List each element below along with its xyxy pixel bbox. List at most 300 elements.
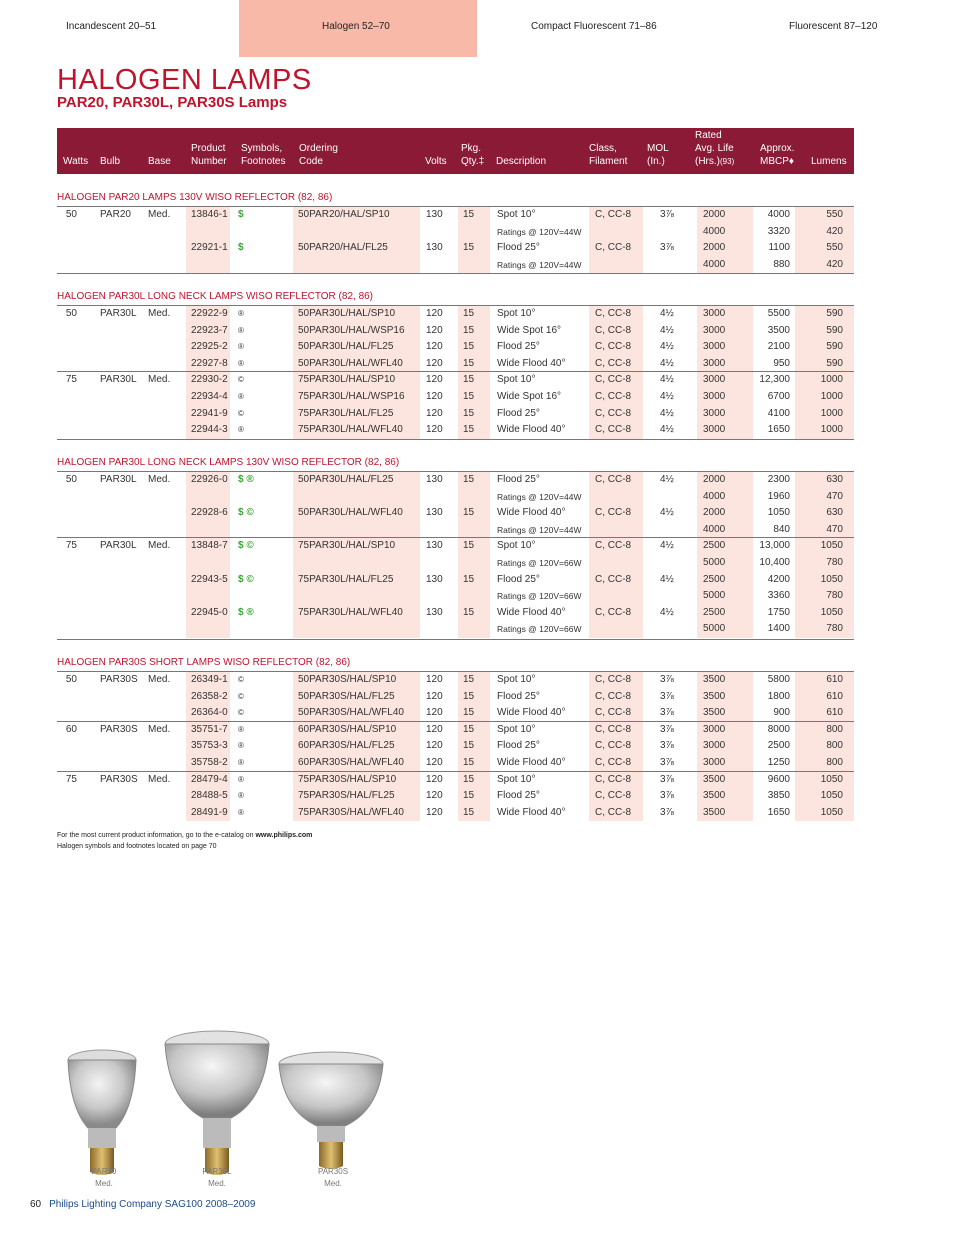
- cell-lumens: 590: [826, 308, 843, 319]
- col-description: Description: [496, 156, 547, 167]
- col-mbcp: Approx. MBCP♦: [760, 143, 795, 167]
- cell-desc: Spot 10°: [497, 540, 536, 552]
- cell-volts: 130: [426, 242, 443, 254]
- cell-lumens: 610: [826, 674, 843, 685]
- cell-lumens: 1050: [820, 790, 843, 802]
- cell-desc: Flood 25°: [497, 573, 540, 585]
- cell-desc: Ratings @ 120V=66W: [497, 591, 582, 602]
- cell-code: 50PAR30L/HAL/FL25: [298, 474, 394, 485]
- cell-class: C, CC-8: [595, 773, 632, 785]
- cell-sym: ®: [238, 309, 244, 318]
- cell-life: 2000: [703, 507, 726, 519]
- cell-desc: Ratings @ 120V=44W: [497, 259, 582, 270]
- cell-volts: 130: [426, 540, 443, 552]
- cell-code: 50PAR30S/HAL/FL25: [298, 690, 395, 702]
- cell-desc: Flood 25°: [497, 341, 540, 353]
- cell-mol: 3⅞: [660, 690, 674, 702]
- cell-life: 3500: [703, 790, 726, 802]
- cell-mol: 3⅞: [660, 757, 674, 768]
- tab-fluorescent[interactable]: Fluorescent 87–120: [789, 21, 878, 32]
- cell-mol: 4½: [660, 374, 674, 386]
- cell-watts: 60: [65, 723, 77, 735]
- cell-lumens: 630: [826, 507, 843, 519]
- cell-mol: 3⅞: [660, 707, 674, 719]
- cell-volts: 120: [426, 773, 443, 785]
- cell-pkg: 15: [463, 707, 475, 719]
- cell-pkg: 15: [463, 674, 475, 685]
- table-header: [57, 128, 854, 174]
- cell-desc: Spot 10°: [497, 209, 536, 220]
- par20-caption: PAR20 Med.: [91, 1167, 117, 1188]
- cell-class: C, CC-8: [595, 374, 632, 386]
- cell-class: C, CC-8: [595, 209, 632, 220]
- cell-watts: 75: [65, 773, 77, 785]
- page-footer: [30, 1199, 255, 1210]
- cell-sym: $: [238, 209, 244, 220]
- cell-sym: ©: [238, 691, 244, 701]
- col-watts: Watts: [63, 156, 89, 167]
- cell-product: 22926-0: [191, 474, 228, 485]
- cell-desc: Spot 10°: [497, 723, 536, 735]
- cell-pkg: 15: [463, 740, 475, 752]
- cell-life: 2000: [703, 474, 726, 485]
- cell-base: Med.: [148, 374, 171, 386]
- cell-desc: Ratings @ 120V=66W: [497, 624, 582, 635]
- cell-code: 75PAR30L/HAL/WSP16: [298, 391, 405, 402]
- cell-lumens: 780: [826, 623, 843, 635]
- cell-pkg: 15: [463, 690, 475, 702]
- catalog-link[interactable]: www.philips.com: [255, 832, 313, 839]
- cell-base: Med.: [148, 209, 171, 220]
- section-title: HALOGEN PAR20 LAMPS 130V WISO REFLECTOR (82, 86): [57, 192, 333, 203]
- cell-life: 3000: [703, 341, 726, 353]
- cell-desc: Flood 25°: [497, 474, 540, 485]
- col-bulb: Bulb: [100, 156, 121, 167]
- cell-mbcp: 6700: [767, 391, 790, 402]
- cell-sym: $ ©: [238, 507, 254, 519]
- cell-life: 2500: [703, 606, 726, 618]
- cell-product: 13846-1: [191, 209, 228, 220]
- cell-pkg: 15: [463, 341, 475, 353]
- cell-base: Med.: [148, 308, 171, 319]
- cell-mol: 4½: [660, 341, 674, 353]
- cell-pkg: 15: [463, 474, 475, 485]
- cell-sym: ®: [238, 358, 244, 368]
- cell-class: C, CC-8: [595, 391, 632, 402]
- cell-code: 60PAR30S/HAL/WFL40: [298, 757, 404, 768]
- cell-code: 50PAR30S/HAL/SP10: [298, 674, 397, 685]
- cell-volts: 120: [426, 424, 443, 436]
- cell-sym: ®: [238, 392, 244, 401]
- cell-lumens: 800: [826, 723, 843, 735]
- cell-life: 5000: [703, 623, 726, 635]
- cell-code: 50PAR20/HAL/FL25: [298, 242, 388, 254]
- cell-product: 28488-5: [191, 790, 228, 802]
- cell-volts: 120: [426, 740, 443, 752]
- cell-bulb: PAR30L: [100, 474, 137, 485]
- cell-volts: 120: [426, 341, 443, 353]
- cell-life: 3000: [703, 757, 726, 768]
- section-title: HALOGEN PAR30L LONG NECK LAMPS WISO REFLECTOR (82, 86): [57, 291, 374, 302]
- tab-halogen[interactable]: Halogen 52–70: [239, 0, 477, 57]
- cell-desc: Ratings @ 120V=66W: [497, 558, 582, 568]
- col-volts: Volts: [425, 156, 447, 167]
- cell-product: 26358-2: [191, 690, 228, 702]
- cell-life: 3000: [703, 407, 726, 419]
- cell-life: 3500: [703, 690, 726, 702]
- cell-volts: 120: [426, 324, 443, 336]
- cell-product: 26364-0: [191, 707, 228, 719]
- cell-pkg: 15: [463, 606, 475, 618]
- cell-lumens: 1050: [820, 773, 843, 785]
- cell-pkg: 15: [463, 209, 475, 220]
- cell-sym: ®: [238, 741, 244, 751]
- cell-product: 22941-9: [191, 407, 228, 419]
- cell-class: C, CC-8: [595, 474, 632, 485]
- cell-desc: Spot 10°: [497, 308, 536, 319]
- group-rule: [57, 371, 854, 372]
- cell-class: C, CC-8: [595, 308, 632, 319]
- cell-bulb: PAR30S: [100, 674, 138, 685]
- cell-life: 3500: [703, 773, 726, 785]
- cell-bulb: PAR30S: [100, 773, 138, 785]
- cell-pkg: 15: [463, 723, 475, 735]
- cell-desc: Flood 25°: [497, 790, 540, 802]
- page-number: 60: [30, 1199, 42, 1210]
- cell-product: 28479-4: [191, 773, 228, 785]
- cell-pkg: 15: [463, 507, 475, 519]
- cell-pkg: 15: [463, 424, 475, 436]
- section-title: HALOGEN PAR30L LONG NECK LAMPS 130V WISO REFLECTOR (82, 86): [57, 457, 400, 468]
- cell-class: C, CC-8: [595, 757, 632, 768]
- cell-lumens: 630: [826, 474, 843, 485]
- cell-mbcp: 1960: [767, 490, 790, 502]
- cell-product: 22928-6: [191, 507, 228, 519]
- cell-pkg: 15: [463, 357, 475, 369]
- cell-base: Med.: [148, 674, 171, 685]
- cell-desc: Wide Flood 40°: [497, 806, 566, 818]
- col-ordering-code: Ordering Code: [299, 143, 338, 167]
- cell-pkg: 15: [463, 324, 475, 336]
- cell-life: 3000: [703, 357, 726, 369]
- cell-sym: $: [238, 242, 244, 254]
- cell-volts: 120: [426, 707, 443, 719]
- cell-product: 22927-8: [191, 357, 228, 369]
- cell-mol: 4½: [660, 606, 674, 618]
- cell-desc: Ratings @ 120V=44W: [497, 524, 582, 535]
- cell-lumens: 550: [826, 209, 843, 220]
- cell-code: 75PAR30L/HAL/FL25: [298, 573, 394, 585]
- cell-mbcp: 12,300: [759, 374, 790, 386]
- cell-desc: Wide Flood 40°: [497, 606, 566, 618]
- cell-desc: Ratings @ 120V=44W: [497, 226, 582, 237]
- col-pkg-qty: Pkg. Qty.‡: [461, 143, 485, 167]
- cell-class: C, CC-8: [595, 740, 632, 752]
- cell-lumens: 1000: [820, 374, 843, 386]
- cell-sym: ®: [238, 791, 244, 801]
- cell-class: C, CC-8: [595, 806, 632, 818]
- cell-desc: Wide Flood 40°: [497, 357, 566, 369]
- cell-sym: $ ®: [238, 606, 254, 618]
- page-title: HALOGEN LAMPS: [57, 64, 312, 96]
- cell-lumens: 470: [826, 490, 843, 502]
- cell-volts: 120: [426, 790, 443, 802]
- cell-bulb: PAR20: [100, 209, 131, 220]
- cell-pkg: 15: [463, 773, 475, 785]
- cell-mol: 4½: [660, 424, 674, 436]
- cell-product: 13848-7: [191, 540, 228, 552]
- cell-life: 3000: [703, 308, 726, 319]
- cell-code: 60PAR30S/HAL/SP10: [298, 723, 397, 735]
- cell-sym: $ ©: [238, 540, 254, 552]
- cell-life: 2500: [703, 573, 726, 585]
- cell-life: 5000: [703, 557, 726, 568]
- cell-pkg: 15: [463, 407, 475, 419]
- cell-life: 5000: [703, 590, 726, 602]
- col-base: Base: [148, 156, 171, 167]
- cell-code: 75PAR30L/HAL/FL25: [298, 407, 394, 419]
- cell-class: C, CC-8: [595, 324, 632, 336]
- cell-pkg: 15: [463, 308, 475, 319]
- cell-mol: 4½: [660, 573, 674, 585]
- cell-desc: Spot 10°: [497, 773, 536, 785]
- cell-sym: ®: [238, 807, 244, 817]
- cell-code: 50PAR30L/HAL/WFL40: [298, 507, 403, 519]
- cell-mbcp: 2300: [767, 474, 790, 485]
- cell-life: 3000: [703, 324, 726, 336]
- cell-class: C, CC-8: [595, 507, 632, 519]
- cell-watts: 50: [65, 674, 77, 685]
- cell-mol: 3⅞: [660, 209, 674, 220]
- cell-sym: ®: [238, 724, 244, 734]
- cell-life: 3000: [703, 374, 726, 386]
- cell-lumens: 550: [826, 242, 843, 254]
- cell-desc: Wide Spot 16°: [497, 324, 562, 336]
- cell-lumens: 420: [826, 225, 843, 237]
- cell-base: Med.: [148, 773, 171, 785]
- cell-code: 50PAR30L/HAL/FL25: [298, 341, 394, 353]
- cell-mbcp: 1650: [767, 806, 790, 818]
- col-symbols: Symbols, Footnotes: [241, 143, 286, 167]
- cell-mbcp: 4000: [767, 209, 790, 220]
- cell-life: 3500: [703, 806, 726, 818]
- tab-incandescent[interactable]: Incandescent 20–51: [66, 21, 157, 32]
- cell-class: C, CC-8: [595, 573, 632, 585]
- cell-mbcp: 900: [773, 707, 790, 719]
- cell-mol: 4½: [660, 507, 674, 519]
- cell-bulb: PAR30L: [100, 540, 137, 552]
- tab-compact-fluorescent[interactable]: Compact Fluorescent 71–86: [531, 21, 657, 32]
- cell-product: 22922-9: [191, 308, 228, 319]
- cell-bulb: PAR30S: [100, 723, 138, 735]
- col-product: Product Number: [191, 143, 227, 167]
- cell-life: 3000: [703, 391, 726, 402]
- cell-mbcp: 840: [773, 523, 790, 535]
- cell-product: 22925-2: [191, 341, 228, 353]
- cell-volts: 130: [426, 507, 443, 519]
- cell-code: 50PAR30L/HAL/WFL40: [298, 357, 403, 369]
- cell-lumens: 590: [826, 341, 843, 353]
- cell-mol: 3⅞: [660, 790, 674, 802]
- cell-mbcp: 950: [773, 357, 790, 369]
- cell-watts: 50: [65, 474, 77, 485]
- cell-lumens: 800: [826, 757, 843, 768]
- cell-product: 35751-7: [191, 723, 228, 735]
- cell-mol: 3⅞: [660, 242, 674, 254]
- cell-lumens: 780: [826, 590, 843, 602]
- cell-desc: Flood 25°: [497, 407, 540, 419]
- par30s-lamp-image: [275, 1050, 387, 1178]
- cell-mol: 3⅞: [660, 773, 674, 785]
- cell-lumens: 470: [826, 523, 843, 535]
- cell-mol: 4½: [660, 324, 674, 336]
- company-name: Philips Lighting Company SAG100 2008–2009: [49, 1199, 256, 1210]
- cell-desc: Flood 25°: [497, 242, 540, 254]
- cell-watts: 75: [65, 374, 77, 386]
- cell-desc: Wide Flood 40°: [497, 707, 566, 719]
- group-rule: [57, 537, 854, 538]
- cell-class: C, CC-8: [595, 707, 632, 719]
- cell-volts: 130: [426, 474, 443, 485]
- cell-life: 3000: [703, 424, 726, 436]
- cell-sym: ®: [238, 774, 244, 784]
- cell-lumens: 1050: [820, 806, 843, 818]
- cell-mbcp: 1100: [768, 242, 790, 254]
- cell-desc: Spot 10°: [497, 674, 536, 685]
- cell-desc: Wide Flood 40°: [497, 507, 566, 519]
- cell-mbcp: 1250: [767, 757, 790, 768]
- cell-mbcp: 5500: [767, 308, 790, 319]
- par30l-lamp-image: [163, 1030, 271, 1178]
- cell-volts: 120: [426, 757, 443, 768]
- cell-lumens: 610: [826, 690, 843, 702]
- cell-mbcp: 1800: [767, 690, 790, 702]
- cell-product: 26349-1: [191, 674, 228, 685]
- par30l-caption: PAR30L Med.: [202, 1167, 232, 1188]
- cell-pkg: 15: [463, 374, 475, 386]
- cell-lumens: 1050: [820, 540, 843, 552]
- cell-volts: 120: [426, 806, 443, 818]
- cell-life: 3500: [703, 674, 726, 685]
- cell-life: 2000: [703, 242, 726, 254]
- cell-code: 50PAR30S/HAL/WFL40: [298, 707, 404, 719]
- cell-mbcp: 3320: [767, 225, 790, 237]
- cell-product: 22944-3: [191, 424, 228, 436]
- cell-code: 75PAR30S/HAL/FL25: [298, 790, 395, 802]
- cell-desc: Wide Spot 16°: [497, 391, 562, 402]
- cell-mbcp: 10,400: [759, 557, 790, 568]
- footnotes: For the most current product information, go to the e-catalog on www.philips.com Halogen symbols and footnotes located on page 70: [57, 832, 313, 850]
- cell-lumens: 1000: [820, 391, 843, 402]
- cell-mbcp: 4200: [767, 573, 790, 585]
- cell-class: C, CC-8: [595, 690, 632, 702]
- cell-volts: 120: [426, 308, 443, 319]
- cell-watts: 50: [65, 209, 77, 220]
- cell-product: 22943-5: [191, 573, 228, 585]
- cell-life: 2000: [703, 209, 726, 220]
- cell-lumens: 1000: [820, 407, 843, 419]
- cell-mol: 4½: [660, 391, 674, 402]
- cell-life: 4000: [703, 490, 726, 502]
- cell-desc: Wide Flood 40°: [497, 757, 566, 768]
- cell-volts: 120: [426, 357, 443, 369]
- cell-lumens: 1050: [820, 606, 843, 618]
- cell-base: Med.: [148, 723, 171, 735]
- cell-volts: 130: [426, 606, 443, 618]
- cell-sym: ©: [238, 708, 244, 718]
- cell-volts: 120: [426, 723, 443, 735]
- cell-life: 3500: [703, 707, 726, 719]
- cell-sym: ©: [238, 408, 244, 418]
- cell-mbcp: 13,000: [759, 540, 790, 552]
- cell-desc: Ratings @ 120V=44W: [497, 491, 582, 502]
- cell-class: C, CC-8: [595, 357, 632, 369]
- group-rule: [57, 771, 854, 772]
- cell-code: 75PAR30S/HAL/WFL40: [298, 806, 404, 818]
- cell-product: 22923-7: [191, 324, 228, 336]
- cell-code: 75PAR30L/HAL/WFL40: [298, 606, 403, 618]
- cell-product: 22921-1: [191, 242, 228, 254]
- cell-code: 50PAR20/HAL/SP10: [298, 209, 390, 220]
- cell-class: C, CC-8: [595, 723, 632, 735]
- cell-mbcp: 2100: [767, 341, 790, 353]
- cell-mbcp: 5800: [767, 674, 790, 685]
- par30s-caption: PAR30S Med.: [317, 1167, 349, 1188]
- cell-mbcp: 4100: [767, 407, 790, 419]
- cell-watts: 75: [65, 540, 77, 552]
- cell-mol: 3⅞: [660, 740, 674, 752]
- cell-code: 75PAR30L/HAL/SP10: [298, 540, 396, 552]
- cell-life: 4000: [703, 258, 726, 270]
- cell-volts: 120: [426, 407, 443, 419]
- section-title: HALOGEN PAR30S SHORT LAMPS WISO REFLECTOR (82, 86): [57, 657, 351, 668]
- col-class: Class, Filament: [589, 143, 628, 167]
- cell-mol: 4½: [660, 540, 674, 552]
- cell-mol: 3⅞: [660, 674, 674, 685]
- cell-mbcp: 3500: [767, 324, 790, 336]
- cell-class: C, CC-8: [595, 606, 632, 618]
- cell-life: 3000: [703, 740, 726, 752]
- cell-sym: ®: [238, 425, 244, 435]
- cell-code: 60PAR30S/HAL/FL25: [298, 740, 395, 752]
- cell-class: C, CC-8: [595, 242, 632, 254]
- page-subtitle: PAR20, PAR30L, PAR30S Lamps: [57, 94, 288, 111]
- cell-mol: 4½: [660, 357, 674, 369]
- cell-code: 50PAR30L/HAL/WSP16: [298, 324, 405, 336]
- cell-product: 22945-0: [191, 606, 228, 618]
- cell-mbcp: 9600: [767, 773, 790, 785]
- cell-product: 28491-9: [191, 806, 228, 818]
- cell-bulb: PAR30L: [100, 374, 137, 386]
- cell-lumens: 800: [826, 740, 843, 752]
- cell-class: C, CC-8: [595, 540, 632, 552]
- cell-sym: $ ®: [238, 474, 254, 485]
- cell-volts: 120: [426, 674, 443, 685]
- cell-mbcp: 880: [773, 258, 790, 270]
- cell-sym: ®: [238, 758, 244, 767]
- cell-sym: $ ©: [238, 573, 254, 585]
- cell-product: 35753-3: [191, 740, 228, 752]
- cell-mbcp: 1650: [767, 424, 790, 436]
- cell-pkg: 15: [463, 790, 475, 802]
- cell-code: 75PAR30L/HAL/SP10: [298, 374, 396, 386]
- cell-lumens: 590: [826, 357, 843, 369]
- col-mol: MOL (In.): [647, 143, 669, 167]
- cell-mbcp: 3850: [767, 790, 790, 802]
- cell-mbcp: 1750: [767, 606, 790, 618]
- cell-product: 22930-2: [191, 374, 228, 386]
- cell-lumens: 780: [826, 557, 843, 568]
